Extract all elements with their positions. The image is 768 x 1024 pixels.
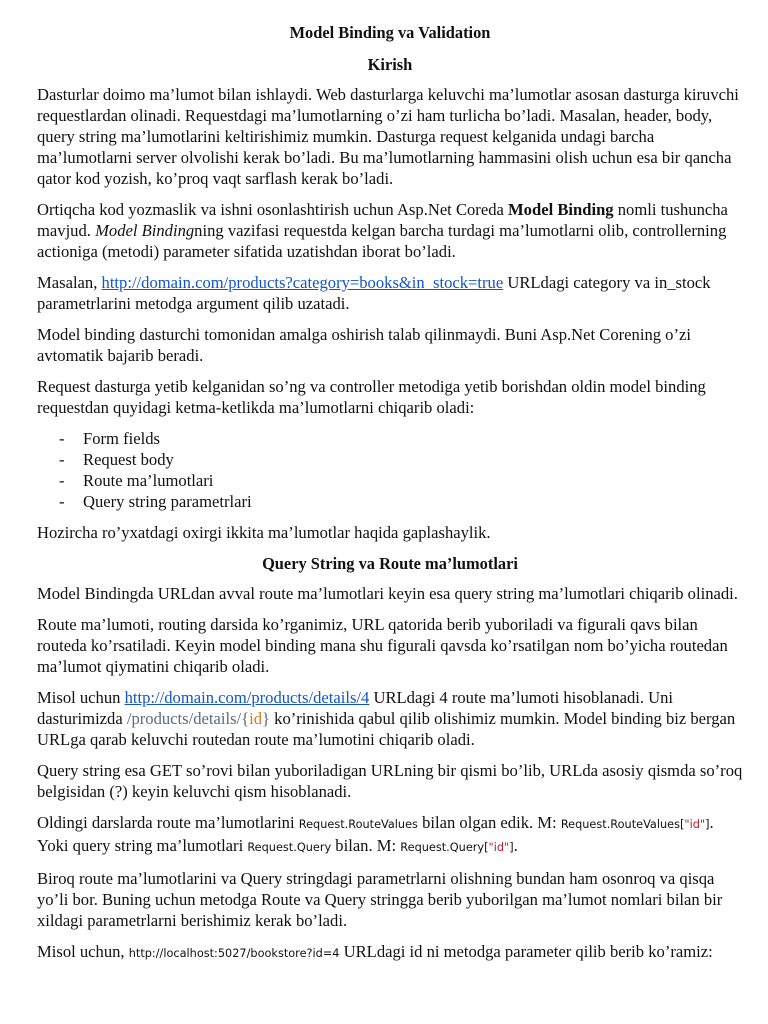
- paragraph-localhost-example: [37, 941, 743, 964]
- text-segment: bilan olgan edik. M:: [417, 813, 561, 832]
- document-page: [37, 22, 743, 974]
- text-segment: URLdagi 4 route ma’lumoti hisoblanadi. Uni dasturimizda: [37, 688, 674, 728]
- list-item-text: Query string parametrlari: [83, 492, 252, 511]
- code-segment: ]: [705, 818, 710, 831]
- code-segment: Request.Query[: [400, 841, 489, 854]
- text-segment: nomli tushuncha mavjud.: [37, 200, 728, 240]
- paragraph-route-example: [37, 687, 743, 750]
- text-segment: bilan. M:: [331, 836, 401, 855]
- route-template-path: /products/details/: [126, 709, 242, 728]
- code-routevalues-index: [561, 818, 710, 831]
- list-item-text: Form fields: [83, 429, 160, 448]
- paragraph-last-two: Hozircha ro’yxatdagi oxirgi ikkita ma’lumotlar haqida gaplashaylik.: [37, 523, 491, 542]
- text-segment: Misol uchun,: [37, 942, 129, 961]
- list-item: [37, 470, 743, 491]
- code-segment: Request.RouteValues[: [560, 818, 685, 831]
- list-item: [37, 449, 743, 470]
- paragraph-route-explanation: Route ma’lumoti, routing darsida ko’rganimiz, URL qatorida berib yuboriladi va figurali qavs bilan routeda ko’rsatiladi. Keyin model binding mana shu figurali qavsda ko’rsatilgan nom bo’yicha routedan ma’lumot qiymatini chiqarib oladi.: [37, 615, 728, 676]
- code-request-routevalues: Request.RouteValues: [298, 818, 418, 831]
- paragraph-previous-approach: [37, 812, 743, 858]
- paragraph-route-then-query: Model Bindingda URLdan avval route ma’lumotlari keyin esa query string ma’lumotlari chiqarib olinadi.: [37, 584, 738, 603]
- list-dash: -: [59, 471, 65, 490]
- text-segment: URLdagi category va in_stock parametrlarini metodga argument qilib uzatadi.: [37, 273, 711, 313]
- code-string-literal: "id": [684, 818, 706, 831]
- code-localhost-url: http://localhost:5027/bookstore?id=4: [128, 947, 340, 960]
- list-item-text: Request body: [83, 450, 174, 469]
- code-segment: ]: [509, 841, 514, 854]
- list-dash: -: [59, 492, 65, 511]
- document-title: Model Binding va Validation: [289, 23, 491, 42]
- list-dash: -: [59, 450, 65, 469]
- text-segment: . Yoki query string ma’lumotlari: [37, 813, 714, 855]
- paragraph-binding-order: Request dasturga yetib kelganidan so’ng va controller metodiga yetib borishdan oldin model binding requestdan quyidagi ketma-ketlikda ma’lumotlarni chiqarib oladi:: [37, 377, 706, 417]
- text-segment: Ortiqcha kod yozmaslik va ishni osonlashtirish uchun Asp.Net Coreda: [37, 200, 509, 219]
- code-string-literal: "id": [488, 841, 510, 854]
- route-template-brace-open: {: [241, 709, 250, 728]
- intro-heading: Kirish: [367, 55, 413, 74]
- section-heading-query-route: Query String va Route ma’lumotlari: [262, 554, 518, 573]
- route-template-brace-close: }: [262, 709, 271, 728]
- text-segment: ko’rinishida qabul qilib olishimiz mumkin. Model binding biz bergan URLga qarab keluvchi routedan route ma’lumotini chiqarib oladi.: [37, 709, 736, 749]
- example-products-query-link[interactable]: http://domain.com/products?category=books&in_stock=true: [101, 273, 504, 292]
- list-item-text: Route ma’lumotlari: [83, 471, 214, 490]
- example-products-details-link[interactable]: http://domain.com/products/details/4: [124, 688, 370, 707]
- code-request-query: Request.Query: [247, 841, 332, 854]
- bold-term-model-binding: Model Binding: [508, 200, 614, 219]
- text-segment: .: [513, 836, 518, 855]
- code-query-index: [400, 841, 513, 854]
- text-segment: Oldingi darslarda route ma’lumotlarini: [37, 813, 299, 832]
- list-dash: -: [59, 429, 65, 448]
- paragraph-intro: Dasturlar doimo ma’lumot bilan ishlaydi. Web dasturlarga keluvchi ma’lumotlar asosan dasturga kiruvchi requestlardan olinadi. Requestdagi ma’lumotlarning o’zi ham turlicha bo’ladi. Masalan, header, body, query string ma’lumotlarini keltirishimiz mumkin. Dasturga request kelganida undagi barcha ma’lumotlarni server olvolishi kerak bo’ladi. Bu ma’lumotlarning hammasini olish uchun esa bir qancha qator kod yozish, ko’proq vaqt sarflash kerak bo’ladi.: [37, 85, 739, 188]
- text-segment: URLdagi id ni metodga parameter qilib berib ko’ramiz:: [339, 942, 713, 961]
- text-segment: ning vazifasi requestda kelgan barcha turdagi ma’lumotlarni olib, controllerning actioniga (metodi) parameter sifatida uzatishdan iborat bo’ladi.: [37, 221, 727, 261]
- list-item: [37, 491, 743, 512]
- paragraph-example-url: [37, 272, 743, 314]
- binding-sources-list: [37, 428, 743, 512]
- italic-term-model-binding: Model Binding: [95, 221, 195, 240]
- list-item: [37, 428, 743, 449]
- paragraph-model-binding-definition: [37, 199, 743, 262]
- route-template-param: id: [249, 709, 263, 728]
- text-segment: Masalan,: [37, 273, 102, 292]
- text-segment: Misol uchun: [37, 688, 125, 707]
- paragraph-query-string: Query string esa GET so’rovi bilan yuboriladigan URLning bir qismi bo’lib, URLda asosiy qismda so’roq belgisidan (?) keyin keluvchi qism hisoblanadi.: [37, 761, 743, 801]
- paragraph-automatic-binding: Model binding dasturchi tomonidan amalga oshirish talab qilinmaydi. Buni Asp.Net Corening o’zi avtomatik bajarib beradi.: [37, 325, 691, 365]
- paragraph-easier-way: Biroq route ma’lumotlarini va Query stringdagi parametrlarni olishning bundan ham osonroq va qisqa yo’li bor. Buning uchun metodga Route va Query stringga berib yuborilgan ma’lumot nomlari bilan bir xildagi parametrlarni berishimiz kerak bo’ladi.: [37, 869, 723, 930]
